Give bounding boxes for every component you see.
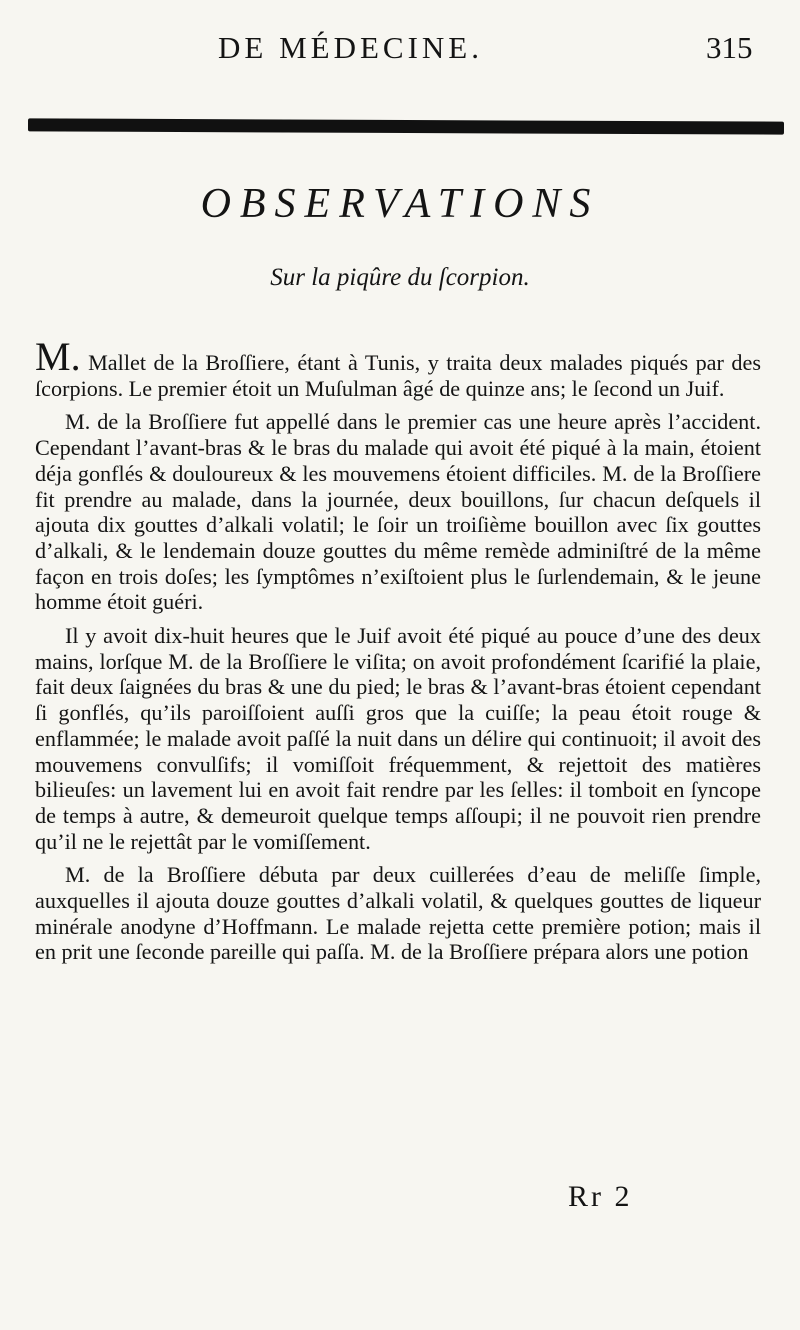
article-subtitle: Sur la piqûre du ſcorpion. xyxy=(270,264,530,291)
paragraph-1 xyxy=(35,334,761,401)
running-title: DE MÉDECINE. xyxy=(218,30,483,65)
page-header xyxy=(0,26,800,70)
article-body xyxy=(35,334,761,973)
drop-capital: M. xyxy=(35,334,81,379)
article-title: OBSERVATIONS xyxy=(200,181,600,227)
paragraph-4: M. de la Broſſiere débuta par deux cuillerées d’eau de meliſſe ſimple, auxquelles il ajouta douze gouttes d’alkali volatil, & quelques gouttes de liqueur minérale anodyne d’Hoffmann. Le malade rejetta cette première potion; mais il en prit une ſeconde pareille qui paſſa. M. de la Broſſiere prépara alors une potion xyxy=(35,862,761,965)
paragraph-3: Il y avoit dix-huit heures que le Juif avoit été piqué au pouce d’une des deux mains, lorſque M. de la Broſſiere le viſita; on avoit profondément ſcarifié la plaie, fait deux ſaignées du bras & une du pied; le bras & l’avant-bras étoient cependant ſi gonflés, qu’ils paroiſſoient auſſi gros que la cuiſſe; la peau étoit rouge & enflammée; le malade avoit paſſé la nuit dans un délire qui continuoit; il avoit des mouvemens convulſifs; il vomiſſoit fréquemment, & rejettoit des matières bilieuſes: un lavement lui en avoit fait rendre par les ſelles: il tomboit en ſyncope de temps à autre, & demeuroit quelque temps aſſoupi; il ne pouvoit rien prendre qu’il ne le rejettât par le vomiſſement. xyxy=(35,623,761,854)
page-number: 315 xyxy=(706,30,753,65)
paragraph-2: M. de la Broſſiere fut appellé dans le premier cas une heure après l’accident. Cependant l’avant-bras & le bras du malade qui avoit été piqué à la main, étoient déja gonflés & douloureux & les mouvemens étoient difficiles. M. de la Broſſiere fit prendre au malade, dans la journée, deux bouillons, ſur chacun deſquels il ajouta dix gouttes d’alkali volatil; le ſoir un troiſième bouillon avec ſix gouttes d’alkali, & le lendemain douze gouttes du même remède adminiſtré de la même façon en trois doſes; les ſymptômes n’exiſtoient plus le ſurlendemain, & le jeune homme étoit guéri. xyxy=(35,409,761,615)
paragraph-1-text: Mallet de la Broſſiere, étant à Tunis, y traita deux malades piqués par des ſcorpions. Le premier étoit un Muſulman âgé de quinze ans; le ſecond un Juif. xyxy=(35,350,761,401)
header-rule xyxy=(28,118,784,134)
signature-mark: Rr 2 xyxy=(568,1180,633,1213)
